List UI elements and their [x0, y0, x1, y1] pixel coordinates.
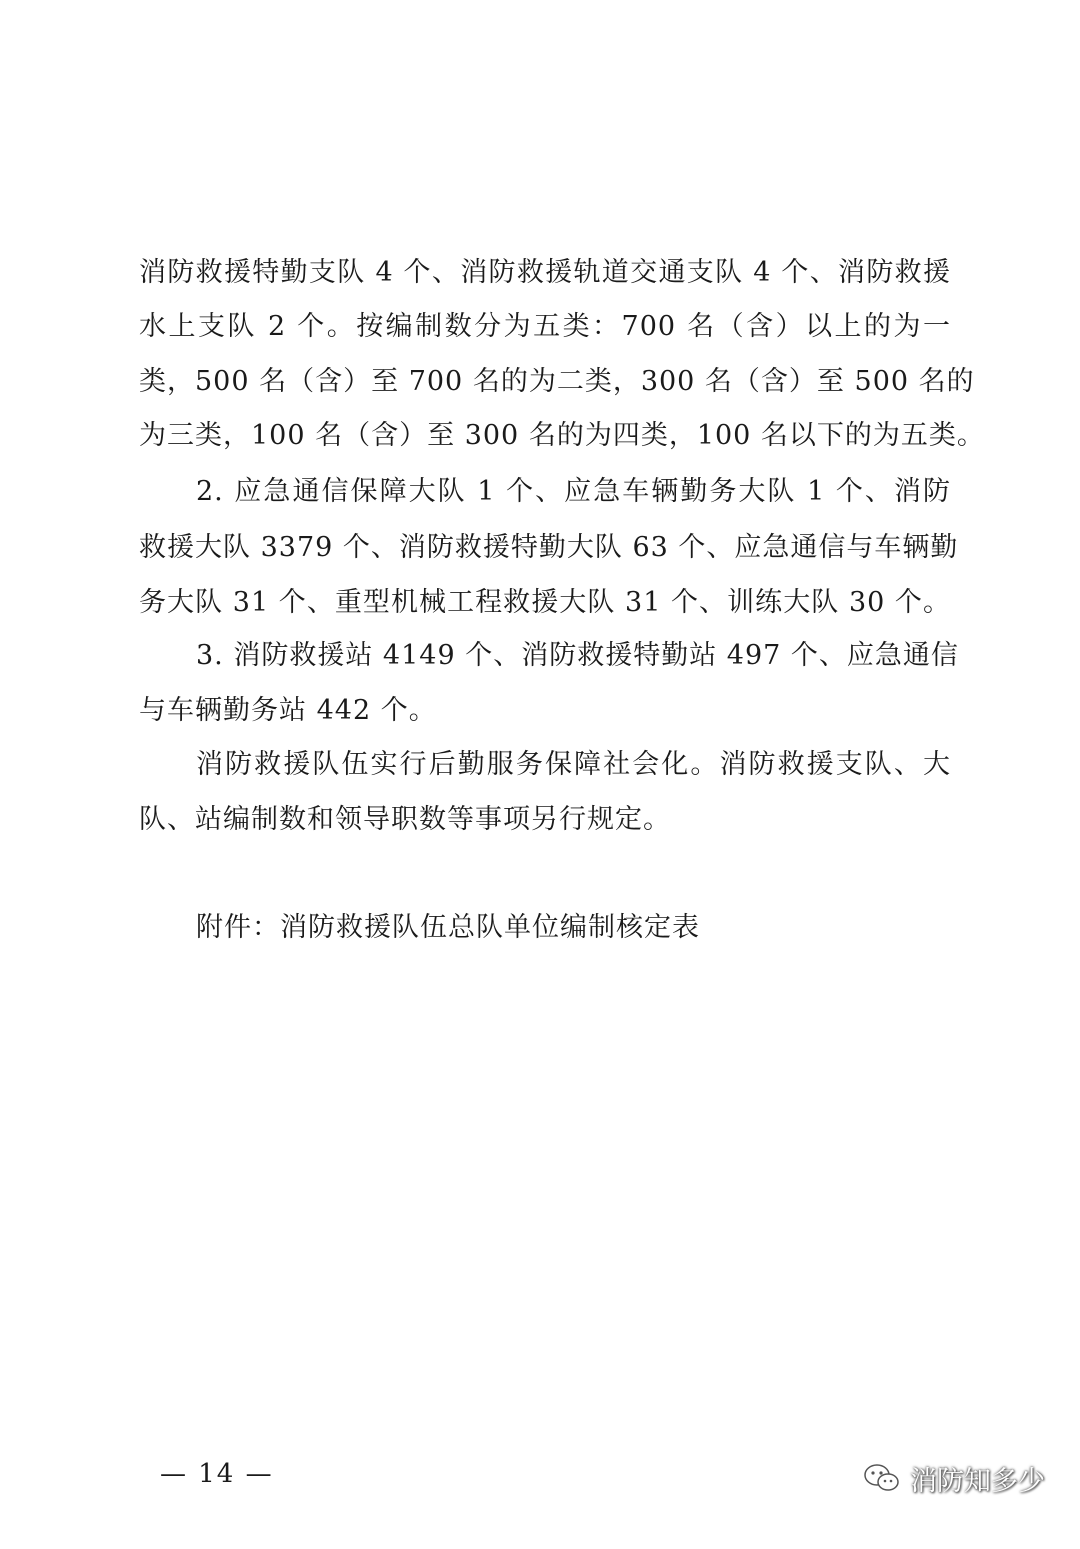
body-line-4: 为三类，100 名（含）至 300 名的为四类，100 名以下的为五类。: [139, 420, 985, 451]
body-line-3: 类，500 名（含）至 700 名的为二类，300 名（含）至 500 名的: [139, 366, 975, 397]
body-line-10: 消防救援队伍实行后勤服务保障社会化。消防救援支队、大: [196, 749, 951, 780]
body-line-1: 消防救援特勤支队 4 个、消防救援轨道交通支队 4 个、消防救援: [139, 257, 951, 288]
body-line-11: 队、站编制数和领导职数等事项另行规定。: [139, 804, 671, 835]
body-line-2: 水上支队 2 个。按编制数分为五类：700 名（含）以上的为一: [139, 311, 951, 342]
attachment-note: 附件：消防救援队伍总队单位编制核定表: [196, 912, 700, 943]
body-line-9: 与车辆勤务站 442 个。: [139, 695, 437, 726]
watermark: [862, 1458, 1045, 1498]
wechat-icon: [862, 1461, 902, 1495]
body-line-6: 救援大队 3379 个、消防救援特勤大队 63 个、应急通信与车辆勤: [139, 532, 959, 563]
body-line-7: 务大队 31 个、重型机械工程救援大队 31 个、训练大队 30 个。: [139, 587, 951, 618]
page-number: — 14 —: [160, 1459, 274, 1489]
watermark-text: 消防知多少: [910, 1465, 1045, 1497]
body-line-8: 3. 消防救援站 4149 个、消防救援特勤站 497 个、应急通信: [196, 640, 959, 671]
body-line-5: 2. 应急通信保障大队 1 个、应急车辆勤务大队 1 个、消防: [196, 476, 951, 507]
